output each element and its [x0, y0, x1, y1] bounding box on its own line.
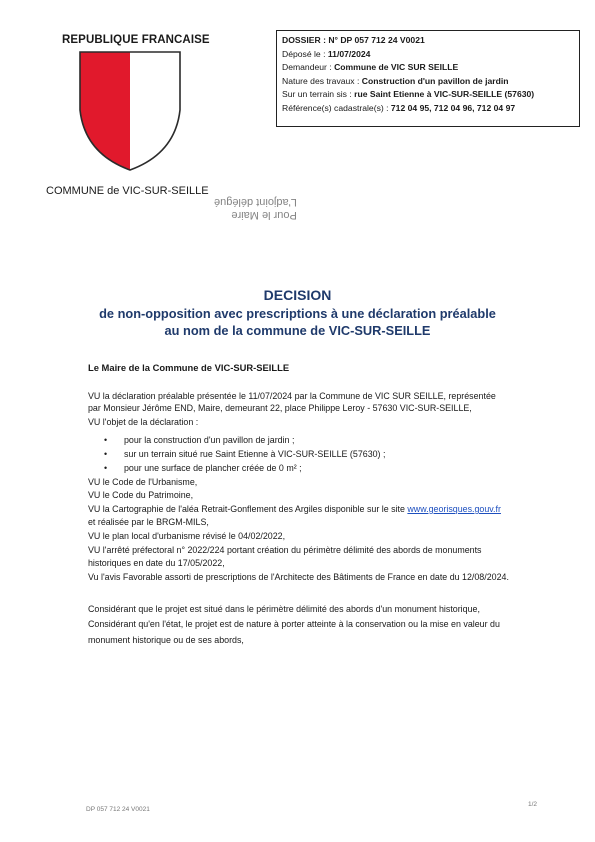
dossier-cadastre: [282, 102, 579, 116]
vu-arrete-line-2: historiques en date du 17/05/2022,: [88, 558, 225, 568]
cadastre-label: Référence(s) cadastrale(s) :: [282, 102, 391, 113]
vu-avis-abf: Vu l'avis Favorable assorti de prescriptions de l'Architecte des Bâtiments de France en date du 12/08/2024.: [88, 572, 509, 582]
page-number: 1/2: [528, 801, 538, 808]
works-label: Nature des travaux :: [282, 75, 362, 86]
list-item: [104, 461, 385, 475]
deposit-label: Déposé le :: [282, 48, 328, 59]
subtitle-line-1: de non-opposition avec prescriptions à une déclaration préalable: [99, 306, 496, 321]
dossier-applicant: [282, 61, 579, 75]
applicant-value: Commune de VIC SUR SEILLE: [334, 62, 459, 73]
republic-heading: REPUBLIQUE FRANCAISE: [62, 34, 210, 46]
cadastre-value: 712 04 95, 712 04 96, 712 04 97: [390, 102, 516, 113]
cartographie-text: VU la Cartographie de l'aléa Retrait-Gonflement des Argiles disponible sur le site: [88, 504, 408, 514]
considerant-2-line-1: Considérant qu'en l'état, le projet est de nature à porter atteinte à la conservation ou la mise en valeur du: [88, 619, 500, 629]
dossier-deposit: [282, 48, 579, 62]
signature-stamp: [214, 195, 297, 221]
list-item: [104, 447, 385, 461]
dossier-site: [282, 88, 579, 102]
bullet-text-1: pour la construction d'un pavillon de jardin ;: [124, 435, 295, 445]
vu-cartographie-line-2: et réalisée par le BRGM-MILS,: [88, 517, 209, 527]
considerant-2-line-2: monument historique ou de ses abords,: [88, 635, 244, 645]
works-value: Construction d'un pavillon de jardin: [361, 75, 509, 86]
maire-heading: Le Maire de la Commune de VIC-SUR-SEILLE: [88, 362, 290, 373]
list-item: [104, 433, 385, 447]
dossier-box: [276, 30, 580, 127]
vu-plu: VU le plan local d'urbanisme révisé le 04/02/2022,: [88, 531, 286, 541]
subtitle-line-2: au nom de la commune de VIC-SUR-SEILLE: [164, 323, 431, 338]
vu-code-patrimoine: VU le Code du Patrimoine,: [88, 490, 194, 500]
vu-declaration-line-1: VU la déclaration préalable présentée le 11/07/2024 par la Commune de VIC SUR SEILLE, représentée: [88, 391, 496, 401]
deposit-date: 11/07/2024: [327, 48, 371, 59]
footer-reference: DP 057 712 24 V0021: [86, 806, 150, 813]
vu-arrete-line-1: VU l'arrêté préfectoral n° 2022/224 portant création du périmètre délimité des abords de monuments: [88, 545, 482, 555]
vu-cartographie: [88, 503, 578, 515]
applicant-label: Demandeur :: [282, 62, 335, 73]
decision-subtitle: [0, 305, 595, 339]
vu-code-urbanisme: VU le Code de l'Urbanisme,: [88, 477, 198, 487]
bullet-icon: •: [104, 435, 108, 445]
stamp-line-1: Pour le Maire: [231, 209, 297, 221]
dossier-number: DOSSIER : N° DP 057 712 24 V0021: [282, 35, 425, 45]
vu-declaration-line-2: par Monsieur Jérôme END, Maire, demeurant 22, place Philippe Leroy - 57630 VIC-SUR-SEILLE,: [88, 403, 472, 413]
site-value: rue Saint Etienne à VIC-SUR-SEILLE (57630): [354, 89, 535, 100]
bullet-text-2: sur un terrain situé rue Saint Etienne à VIC-SUR-SEILLE (57630) ;: [124, 449, 386, 459]
commune-name: COMMUNE de VIC-SUR-SEILLE: [46, 185, 209, 197]
bullet-icon: •: [104, 463, 108, 473]
objet-bullet-list: [104, 433, 385, 475]
georisques-link[interactable]: www.georisques.gouv.fr: [407, 504, 501, 514]
vu-objet: VU l'objet de la déclaration :: [88, 417, 199, 427]
stamp-line-2: L'adjoint délégué: [214, 196, 297, 208]
site-label: Sur un terrain sis :: [282, 89, 355, 100]
considerant-1: Considérant que le projet est situé dans le périmètre délimité des abords d'un monument historique,: [88, 604, 480, 614]
dossier-works: [282, 75, 579, 89]
bullet-text-3: pour une surface de plancher créée de 0 m² ;: [124, 463, 302, 473]
municipal-shield-logo: [78, 50, 182, 172]
bullet-icon: •: [104, 449, 108, 459]
decision-title: DECISION: [263, 287, 332, 303]
